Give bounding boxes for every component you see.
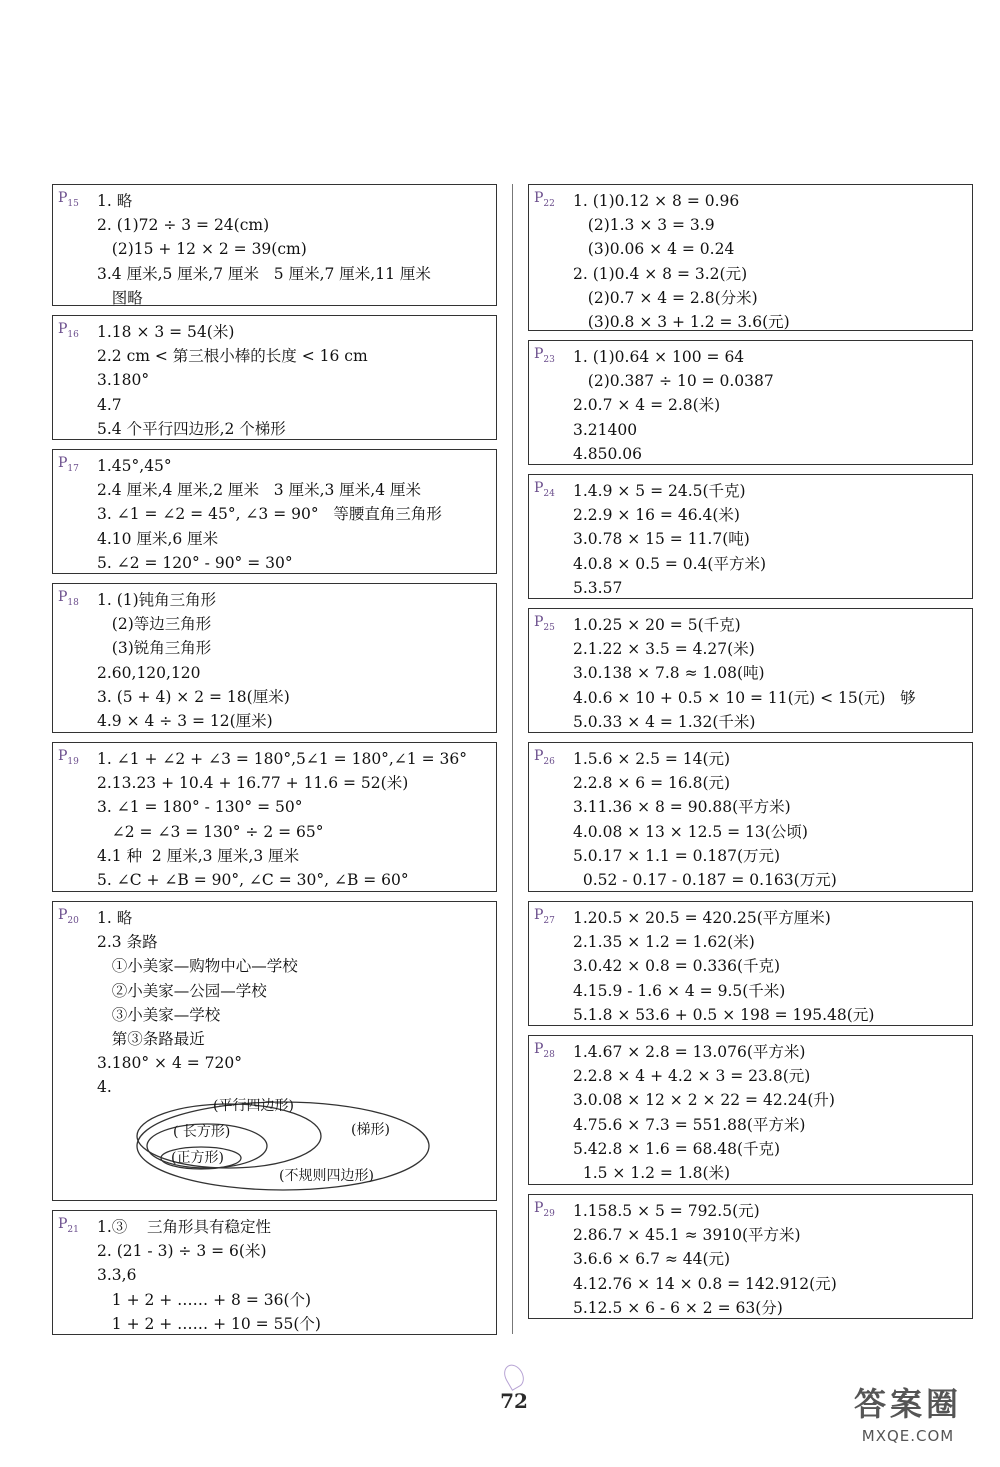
- answer-box-p20: [52, 901, 497, 1201]
- answer-line: ∠2 = ∠3 = 130° ÷ 2 = 65°: [97, 822, 324, 841]
- answer-line: 1. (1)钝角三角形: [97, 591, 217, 609]
- answer-line: 2.2 cm < 第三根小棒的长度 < 16 cm: [97, 347, 368, 366]
- answer-line: 3. ∠1 = 180° - 130° = 50°: [97, 798, 303, 817]
- answer-line: 1 + 2 + …… + 8 = 36(个): [97, 1290, 312, 1309]
- page-label: $P_{25}$: [534, 614, 555, 633]
- answer-line: (3)锐角三角形: [97, 639, 212, 658]
- answer-line: 4.0.8 × 0.5 = 0.4(平方米): [573, 554, 767, 573]
- answer-line: (2)0.387 ÷ 10 = 0.0387: [573, 372, 774, 391]
- answer-line: (2)等边三角形: [97, 615, 212, 634]
- page-label: $P_{15}$: [58, 190, 79, 209]
- answer-line: 4.0.6 × 10 + 0.5 × 10 = 11(元) < 15(元) 够: [573, 688, 916, 707]
- answer-box-p18: [52, 583, 497, 733]
- answer-line: 3.6.6 × 6.7 ≈ 44(元): [573, 1250, 731, 1269]
- answer-line: 3.0.08 × 12 × 2 × 22 = 42.24(升): [573, 1091, 835, 1110]
- answer-line: 3.4 厘米,5 厘米,7 厘米 5 厘米,7 厘米,11 厘米: [97, 264, 431, 283]
- diagram-label-parallelogram: (平行四边形): [213, 1098, 294, 1114]
- watermark-url: MXQE.COM: [861, 1427, 955, 1445]
- answer-line: 3.0.78 × 15 = 11.7(吨): [573, 530, 750, 549]
- answer-line: 1 + 2 + …… + 10 = 55(个): [97, 1314, 321, 1333]
- answer-line: (3)0.8 × 3 + 1.2 = 3.6(元): [573, 313, 790, 332]
- quadrilateral-venn-diagram: [133, 1090, 433, 1195]
- answer-line: 1.③ 三角形具有稳定性: [97, 1218, 271, 1236]
- right-column: [528, 184, 973, 1328]
- page-label: $P_{21}$: [58, 1216, 79, 1235]
- diagram-label-trapezoid: (梯形): [351, 1122, 390, 1138]
- answer-line: 4.12.76 × 14 × 0.8 = 142.912(元): [573, 1274, 837, 1293]
- answer-line: 5.0.33 × 4 = 1.32(千米): [573, 712, 756, 731]
- answer-line: 1.0.25 × 20 = 5(千克): [573, 616, 741, 634]
- answer-line: 2.3 条路: [97, 933, 158, 952]
- answer-line: 1. ∠1 + ∠2 + ∠3 = 180°,5∠1 = 180°,∠1 = 36°: [97, 750, 468, 768]
- answer-line: 第③条路最近: [97, 1030, 205, 1049]
- answer-line: 4.850.06: [573, 444, 643, 463]
- page-label: $P_{23}$: [534, 346, 555, 365]
- page-label: $P_{22}$: [534, 190, 555, 209]
- diagram-label-irregular: (不规则四边形): [279, 1168, 374, 1184]
- answer-line: 2.4 厘米,4 厘米,2 厘米 3 厘米,3 厘米,4 厘米: [97, 481, 422, 500]
- answer-line: 1.5.6 × 2.5 = 14(元): [573, 750, 731, 768]
- answer-line: (2)0.7 × 4 = 2.8(分米): [573, 288, 758, 307]
- answer-line: 2.2.9 × 16 = 46.4(米): [573, 506, 740, 525]
- answer-line: 5.4 个平行四边形,2 个梯形: [97, 419, 286, 438]
- answer-line: 2.13.23 + 10.4 + 16.77 + 11.6 = 52(米): [97, 774, 409, 793]
- diagram-label-rectangle: ( 长方形): [173, 1124, 231, 1140]
- answer-box-p24: [528, 474, 973, 599]
- column-divider: [512, 184, 513, 1334]
- answer-box-p23: [528, 340, 973, 465]
- answer-line: 1.4.9 × 5 = 24.5(千克): [573, 482, 746, 500]
- answer-line: (2)15 + 12 × 2 = 39(cm): [97, 240, 307, 259]
- answer-box-p17: [52, 449, 497, 574]
- answer-line: 2.0.7 × 4 = 2.8(米): [573, 396, 721, 415]
- answer-box-p26: [528, 742, 973, 892]
- answer-line: 1.158.5 × 5 = 792.5(元): [573, 1202, 760, 1220]
- answer-line: 4.1 种 2 厘米,3 厘米,3 厘米: [97, 846, 300, 865]
- answer-line: 1.18 × 3 = 54(米): [97, 323, 235, 341]
- page-label: $P_{26}$: [534, 748, 555, 767]
- answer-line: 2.1.22 × 3.5 = 4.27(米): [573, 640, 755, 659]
- answer-line: ③小美家—学校: [97, 1005, 221, 1024]
- answer-box-p29: [528, 1194, 973, 1319]
- answer-line: 3.21400: [573, 420, 638, 439]
- answer-line: 5. ∠2 = 120° - 90° = 30°: [97, 553, 293, 572]
- answer-line: 5. ∠C + ∠B = 90°, ∠C = 30°, ∠B = 60°: [97, 871, 409, 890]
- answer-line: 1. 略: [97, 909, 133, 927]
- watermark-logo-text: 答案圈: [853, 1385, 962, 1423]
- answer-line: 1.5 × 1.2 = 1.8(米): [573, 1164, 731, 1183]
- answer-box-p16: [52, 315, 497, 440]
- diagram-label-square: (正方形): [171, 1150, 224, 1166]
- page-label: $P_{29}$: [534, 1200, 555, 1219]
- answer-line: 4.75.6 × 7.3 = 551.88(平方米): [573, 1115, 806, 1134]
- answer-line: 2. (1)72 ÷ 3 = 24(cm): [97, 216, 270, 235]
- answer-line: 0.52 - 0.17 - 0.187 = 0.163(万元): [573, 871, 837, 890]
- answer-line: 5.42.8 × 1.6 = 68.48(千克): [573, 1139, 781, 1158]
- answer-line: 4.7: [97, 395, 122, 414]
- watermark-logo: [838, 1379, 978, 1445]
- answer-line: 1. (1)0.12 × 8 = 0.96: [573, 192, 740, 210]
- answer-line: 3.0.42 × 0.8 = 0.336(千克): [573, 957, 781, 976]
- answer-line: 2.2.8 × 4 + 4.2 × 3 = 23.8(元): [573, 1067, 811, 1086]
- answer-line: 4.9 × 4 ÷ 3 = 12(厘米): [97, 712, 273, 731]
- answer-line: 4.10 厘米,6 厘米: [97, 529, 219, 548]
- answer-line: 4.15.9 - 1.6 × 4 = 9.5(千米): [573, 981, 786, 1000]
- answer-line: 3.180°: [97, 371, 150, 390]
- page-label: $P_{20}$: [58, 907, 79, 926]
- answer-line: (2)1.3 × 3 = 3.9: [573, 216, 715, 235]
- answer-box-p22: [528, 184, 973, 331]
- left-column: [52, 184, 497, 1344]
- page-label: $P_{18}$: [58, 589, 79, 608]
- answer-line: 3. ∠1 = ∠2 = 45°, ∠3 = 90° 等腰直角三角形: [97, 505, 442, 524]
- answer-line: 1.45°,45°: [97, 457, 172, 475]
- answer-line: 2. (21 - 3) ÷ 3 = 6(米): [97, 1242, 267, 1261]
- page-label: $P_{17}$: [58, 455, 79, 474]
- answer-line: ①小美家—购物中心—学校: [97, 957, 298, 976]
- answer-box-p19: [52, 742, 497, 892]
- answer-line: 3.11.36 × 8 = 90.88(平方米): [573, 798, 791, 817]
- page-label: $P_{27}$: [534, 907, 555, 926]
- answer-line: 2.86.7 × 45.1 ≈ 3910(平方米): [573, 1226, 801, 1245]
- answer-line: 1.4.67 × 2.8 = 13.076(平方米): [573, 1043, 806, 1061]
- answer-box-p15: [52, 184, 497, 306]
- page-label: $P_{16}$: [58, 321, 79, 340]
- answer-line: 4.: [97, 1078, 112, 1097]
- answer-line: 5.1.8 × 53.6 + 0.5 × 198 = 195.48(元): [573, 1005, 875, 1024]
- answer-line: 3.180° × 4 = 720°: [97, 1054, 243, 1073]
- answer-line: 5.0.17 × 1.1 = 0.187(万元): [573, 846, 781, 865]
- answer-line: ②小美家—公园—学校: [97, 981, 267, 1000]
- page-label: $P_{28}$: [534, 1041, 555, 1060]
- answer-line: 2. (1)0.4 × 8 = 3.2(元): [573, 264, 748, 283]
- answer-line: 3.0.138 × 7.8 ≈ 1.08(吨): [573, 664, 765, 683]
- page-number: 72: [500, 1389, 528, 1413]
- answer-line: 2.2.8 × 6 = 16.8(元): [573, 774, 731, 793]
- page-label: $P_{24}$: [534, 480, 555, 499]
- answer-box-p28: [528, 1035, 973, 1185]
- answer-line: 2.60,120,120: [97, 663, 201, 682]
- page-label: $P_{19}$: [58, 748, 79, 767]
- answer-line: (3)0.06 × 4 = 0.24: [573, 240, 735, 259]
- answer-line: 5.3.57: [573, 578, 623, 597]
- answer-line: 1. 略: [97, 192, 133, 210]
- answer-line: 3.3,6: [97, 1266, 137, 1285]
- answer-line: 2.1.35 × 1.2 = 1.62(米): [573, 933, 755, 952]
- answer-box-p25: [528, 608, 973, 733]
- answer-line: 3. (5 + 4) × 2 = 18(厘米): [97, 687, 290, 706]
- answer-line: 1. (1)0.64 × 100 = 64: [573, 348, 745, 366]
- answer-line: 5.12.5 × 6 - 6 × 2 = 63(分): [573, 1298, 783, 1317]
- answer-line: 4.0.08 × 13 × 12.5 = 13(公顷): [573, 822, 808, 841]
- answer-line: 图略: [97, 288, 143, 307]
- answer-box-p27: [528, 901, 973, 1026]
- answer-line: 1.20.5 × 20.5 = 420.25(平方厘米): [573, 909, 831, 927]
- answer-box-p21: [52, 1210, 497, 1335]
